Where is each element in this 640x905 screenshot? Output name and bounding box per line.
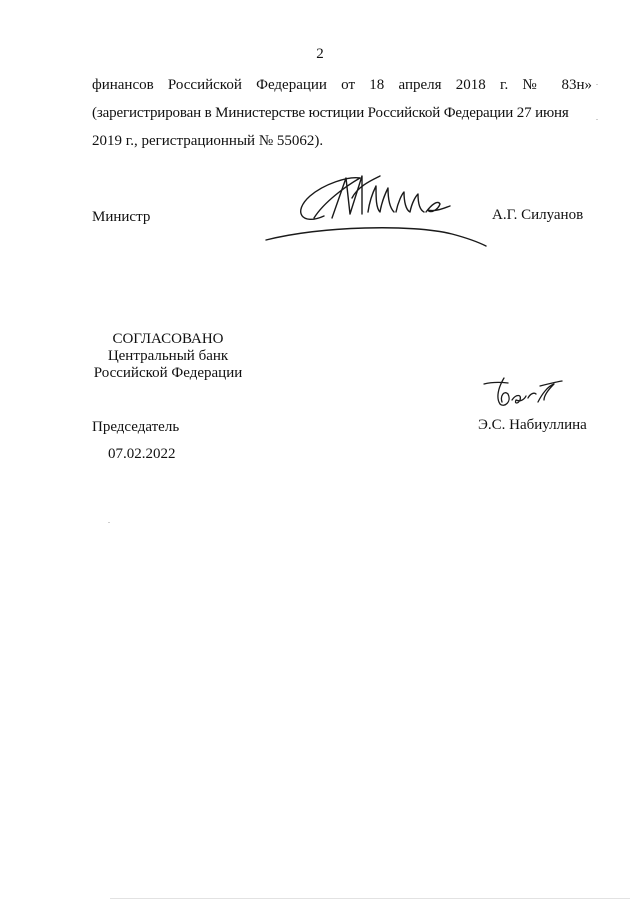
page-number: 2	[316, 46, 324, 62]
paragraph-line: 2019 г., регистрационный № 55062).	[92, 133, 324, 149]
approval-heading: СОГЛАСОВАНО	[112, 331, 224, 347]
chairman-title: Председатель	[92, 419, 180, 435]
chairman-date: 07.02.2022	[108, 446, 176, 462]
paragraph-line: (зарегистрирован в Министерстве юстиции Российской Федерации 27 июня	[92, 105, 569, 121]
minister-signature	[262, 168, 492, 252]
scan-speck	[596, 119, 598, 120]
approval-block	[88, 331, 248, 382]
minister-title: Министр	[92, 209, 151, 225]
minister-name: А.Г. Силуанов	[492, 207, 584, 223]
scan-edge-line	[110, 898, 630, 899]
scan-speck	[108, 522, 110, 523]
scan-speck	[596, 84, 598, 85]
paragraph-line: финансов Российской Федерации от 18 апреля 2018 г. № 83н»	[92, 77, 592, 93]
chairman-name: Э.С. Набиуллина	[478, 417, 587, 433]
body-paragraph	[92, 71, 592, 155]
approval-org-line: Центральный банк	[107, 348, 229, 364]
approval-org-line: Российской Федерации	[93, 365, 243, 381]
chairman-signature	[478, 374, 564, 412]
